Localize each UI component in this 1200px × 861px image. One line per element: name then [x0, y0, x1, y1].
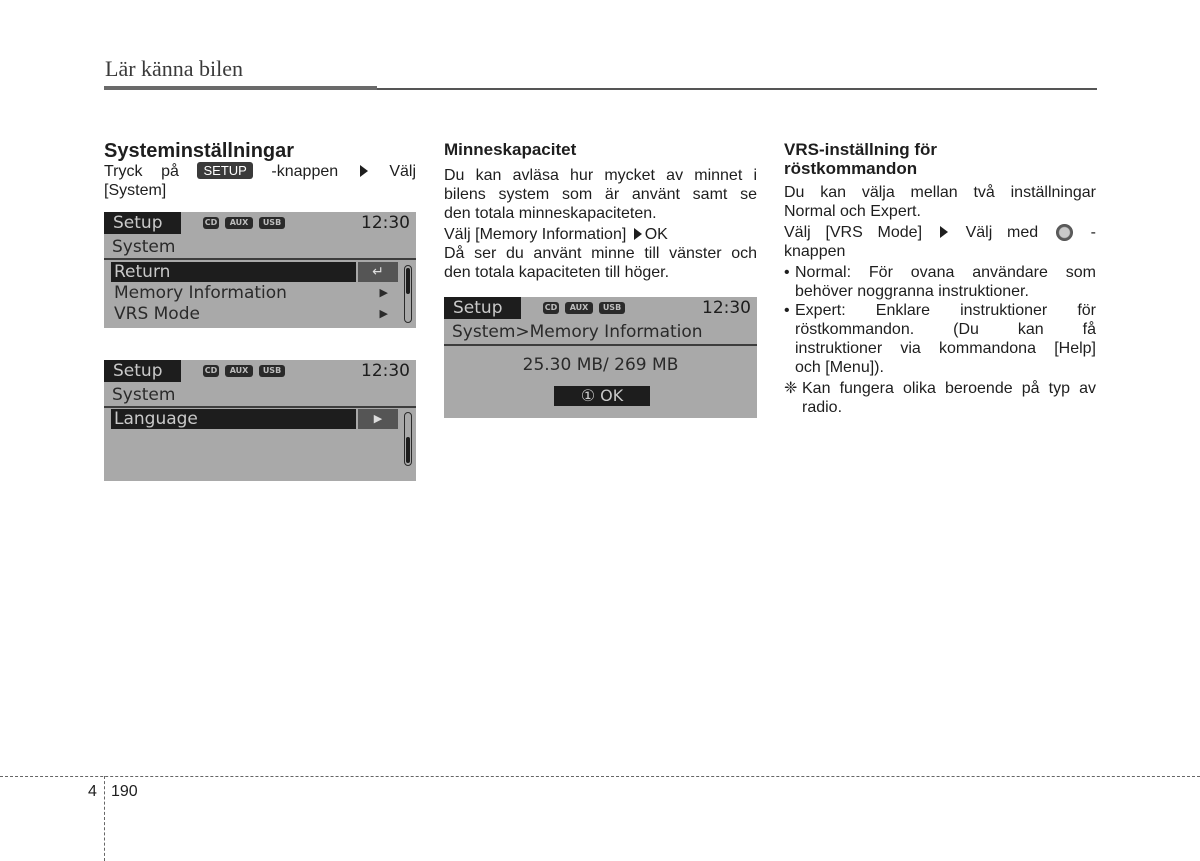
lcd-title-rule: [104, 258, 416, 260]
menu-item-label: Language: [114, 409, 198, 429]
instruction-text: -knappen: [271, 163, 339, 180]
menu-item-language[interactable]: [111, 409, 398, 429]
aux-icon: AUX: [225, 365, 253, 377]
paragraph-line: Du kan välja mellan två inställningar: [784, 184, 1096, 201]
paragraph-line: Då ser du använt minne till vänster och: [444, 245, 757, 262]
lcd-setup-tab: Setup: [104, 360, 181, 382]
lcd-clock: 12:30: [702, 298, 751, 318]
note-line: Kan fungera olika beroende på typ av: [802, 380, 1096, 397]
menu-item-label: Memory Information: [114, 283, 287, 303]
lcd-clock: 12:30: [361, 213, 410, 233]
paragraph-line: Normal och Expert.: [784, 203, 921, 220]
list-item-line: • Expert: Enklare instruktioner för: [795, 302, 1096, 319]
menu-item-vrs-mode[interactable]: [111, 304, 398, 324]
cd-icon: CD: [204, 218, 218, 227]
note-mark-icon: ❈: [784, 380, 798, 397]
instruction-text: -: [1090, 224, 1096, 241]
menu-item-return[interactable]: [111, 262, 398, 282]
instruction-text: OK: [644, 226, 668, 243]
list-item-line: • Normal: För ovana användare som: [795, 264, 1096, 281]
mode-list: [784, 263, 1096, 377]
section-heading-vrs: VRS-inställning för: [784, 140, 937, 159]
list-item-line: instruktioner via kommandona [Help]: [795, 340, 1096, 357]
memory-usage-readout: 25.30 MB/ 269 MB: [522, 355, 679, 375]
instruction-text: Välj [Memory Information]: [444, 226, 627, 243]
menu-item-label: VRS Mode: [114, 304, 200, 324]
instruction-line-2: [System]: [104, 182, 167, 199]
setup-key-badge: SETUP: [197, 162, 252, 179]
note: [784, 379, 1096, 417]
list-item-line: och [Menu]).: [795, 359, 884, 376]
cd-icon: CD: [544, 303, 558, 312]
note-line: radio.: [802, 399, 843, 416]
list-item-expert: [784, 301, 1096, 377]
header-rule-thin: [377, 88, 1097, 90]
usb-icon: USB: [599, 302, 625, 314]
lcd-title: System: [112, 237, 176, 257]
usb-icon: USB: [259, 217, 285, 229]
paragraph-line: den totala kapaciteten till höger.: [444, 264, 670, 281]
return-icon: ↵: [356, 262, 398, 282]
lcd-setup-tab: Setup: [444, 297, 521, 319]
instruction-line: [784, 223, 1096, 242]
aux-icon: AUX: [225, 217, 253, 229]
lcd-screen-system-menu: [104, 212, 416, 328]
instruction-line: [104, 162, 416, 181]
arrow-right-icon: ▶: [379, 307, 388, 320]
ok-button[interactable]: ① OK: [554, 386, 650, 406]
paragraph-line: Du kan avläsa hur mycket av minnet i: [444, 167, 757, 184]
section-heading-memory-capacity: Minneskapacitet: [444, 140, 577, 159]
list-item-line: behöver noggranna instruktioner.: [795, 283, 1029, 300]
scrollbar[interactable]: [404, 265, 412, 323]
scrollbar[interactable]: [404, 412, 412, 466]
arrow-right-icon: [940, 226, 948, 238]
instruction-text: Välj [VRS Mode]: [784, 224, 923, 241]
instruction-line: [444, 225, 757, 244]
arrow-right-icon: [634, 228, 642, 240]
footer-rule: [0, 776, 1200, 777]
scrollbar-thumb[interactable]: [406, 268, 410, 294]
instruction-text: Tryck på: [104, 163, 179, 180]
usb-icon: USB: [259, 365, 285, 377]
column-memory-capacity: [444, 140, 757, 282]
lcd-title-rule: [444, 344, 757, 346]
lcd-title: System>Memory Information: [452, 322, 703, 342]
arrow-right-icon: ▶: [379, 286, 388, 299]
paragraph-line: knappen: [784, 243, 846, 260]
scrollbar-thumb[interactable]: [406, 437, 410, 463]
tune-knob-icon: [1056, 224, 1073, 241]
lcd-title: System: [112, 385, 176, 405]
paragraph-line: bilens system som är använt samt se: [444, 186, 757, 203]
lcd-screen-language-menu: [104, 360, 416, 481]
list-item-line: röstkommandon. (Du kan få: [795, 321, 1096, 338]
lcd-screen-memory-information: [444, 297, 757, 418]
column-system-settings: [104, 140, 416, 200]
arrow-right-icon: ▶: [356, 409, 398, 429]
menu-item-label: Return: [114, 262, 171, 282]
paragraph-line: den totala minneskapaciteten.: [444, 205, 657, 222]
cd-icon: CD: [204, 366, 218, 375]
instruction-text: Välj med: [965, 224, 1039, 241]
header-rule: [104, 86, 377, 90]
instruction-text: Välj: [389, 163, 417, 180]
list-item-normal: [784, 263, 1096, 301]
lcd-title-rule: [104, 406, 416, 408]
lcd-clock: 12:30: [361, 361, 410, 381]
section-heading-vrs-2: röstkommandon: [784, 159, 918, 178]
footer-divider: [104, 776, 105, 861]
section-heading-system-settings: Systeminställningar: [104, 140, 295, 162]
chapter-number: 4: [88, 783, 97, 800]
page-number: 190: [111, 783, 138, 800]
lcd-setup-tab: Setup: [104, 212, 181, 234]
column-vrs-settings: [784, 140, 1096, 417]
page-header-title: Lär känna bilen: [105, 56, 244, 81]
aux-icon: AUX: [565, 302, 593, 314]
menu-item-memory-information[interactable]: [111, 283, 398, 303]
arrow-right-icon: [360, 165, 368, 177]
